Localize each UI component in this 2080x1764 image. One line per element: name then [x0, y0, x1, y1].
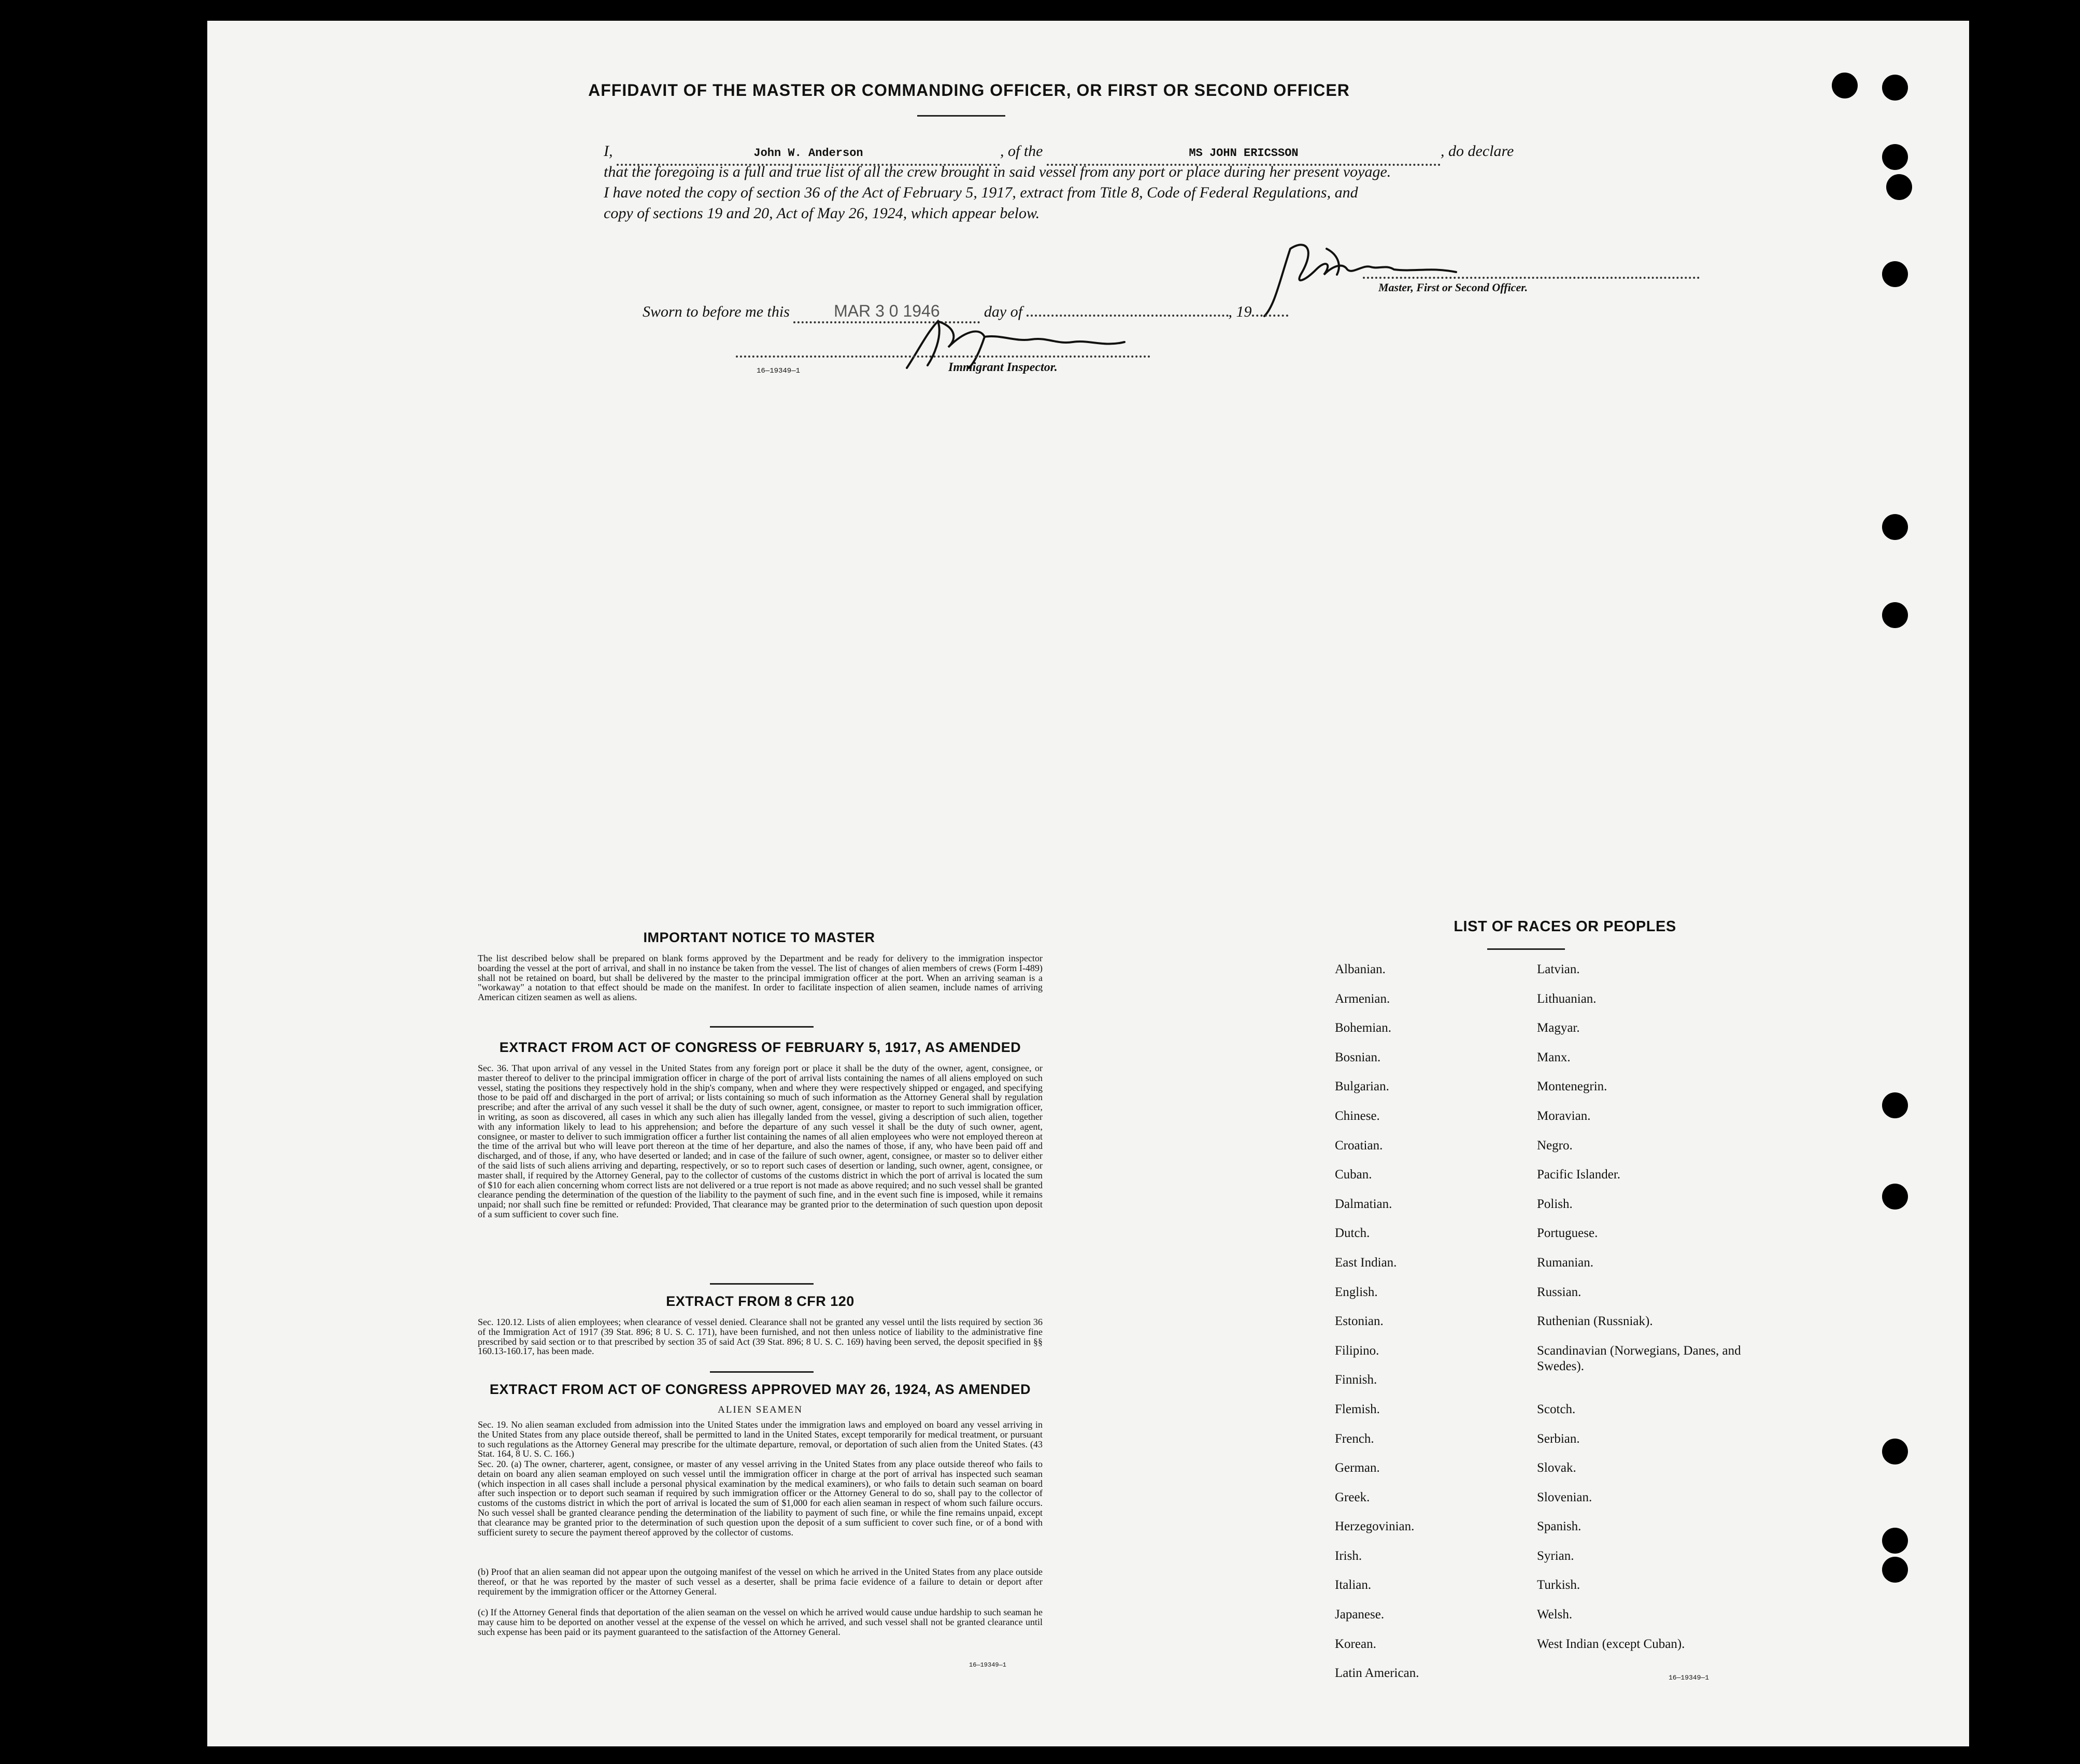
extract-1924-sec20a: Sec. 20. (a) The owner, charterer, agent, consignee, or master of any vessel arriving in the United States from any place outside thereof who fails to detain on board any alien seaman employed on such vessel until the immigration officer in charge at the port of arrival has inspected such seaman (which inspection in all cases shall include a personal physical examination by the medical examiners), or who fails to detain such seaman on board after such inspection or to deport such seaman if required by such immigration officer or the Attorney General to do so, shall pay to the collector of customs of the customs district in which the port of arrival is located the sum of $1,000 for each alien seaman in respect of whom such failure occurs. No such vessel shall be granted clearance pending the determination of the liability to payment of such fine, or while the fine remains unpaid, except that clearance may be granted prior to the determination of such question upon the deposit of a sum sufficient to cover such fine, or of a bond with sufficient surety to secure the payment thereof approved by the collector of customs. [478, 1459, 1043, 1538]
race-item: Latin American. [1335, 1666, 1419, 1681]
races-divider [1487, 948, 1565, 950]
race-item: English. [1335, 1285, 1378, 1299]
punch-hole [1886, 174, 1912, 200]
punch-hole [1882, 144, 1908, 170]
race-item: Spanish. [1537, 1519, 1582, 1534]
punch-hole [1882, 75, 1908, 101]
master-caption: Master, First or Second Officer. [1378, 281, 1528, 294]
master-name-field: John W. Anderson [617, 143, 1000, 166]
race-item: Italian. [1335, 1578, 1372, 1592]
punch-hole [1882, 1439, 1908, 1464]
inspector-caption: Immigrant Inspector. [948, 361, 1058, 374]
race-item: Croatian. [1335, 1138, 1383, 1153]
extract-form-number: 16—19349—1 [969, 1661, 1007, 1669]
race-item: West Indian (except Cuban). [1537, 1637, 1685, 1651]
race-item: Latvian. [1537, 962, 1580, 976]
extract-1917-title: EXTRACT FROM ACT OF CONGRESS OF FEBRUARY 5, 1917, AS AMENDED [499, 1040, 1021, 1055]
race-item: Armenian. [1335, 991, 1390, 1006]
race-item: Turkish. [1537, 1578, 1580, 1592]
race-item: Bulgarian. [1335, 1079, 1389, 1094]
race-item: Bosnian. [1335, 1050, 1381, 1064]
master-signature [1259, 218, 1549, 321]
race-item: Slovak. [1537, 1461, 1576, 1475]
race-item: Ruthenian (Russniak). [1537, 1314, 1653, 1329]
extract-1917-text: Sec. 36. That upon arrival of any vessel in the United States from any foreign port or place it shall be the duty of the owner, agent, consignee, or master thereof to deliver to the principal immigration officer in charge of the port of arrival lists containing the names of all aliens employed on such vessel, stating the positions they respectively hold in the ship's company, when and where they were respectively shipped or engaged, and specifying those to be paid off and discharged in the port of arrival; or lists containing so much of such information as the Attorney General shall by regulation prescribe; and after the arrival of any such vessel it shall be the duty of such owner, agent, consignee, or master to report to such immigration officer, in writing, as soon as discovered, all cases in which any such alien has illegally landed from the vessel, giving a description of such alien, together with any information likely to lead to his apprehension; and before the departure of any such vessel it shall be the duty of such owner, agent, consignee, or master to deliver to such immigration officer a further list containing the names of all alien employees who were not employed thereon at the time of the arrival but who will leave port thereon at the time of her departure, and also the names of those, if any, who have been paid off and discharged, and of those, if any, who have deserted or landed; and in case of the failure of such owner, agent, consignee, or master so to deliver either of the said lists of such aliens arriving and departing, respectively, or so to report such cases of desertion or landing, such owner, agent, consignee, or master shall, if required by the Attorney General, pay to the collector of customs of the customs district in which the port of arrival is located the sum of $10 for each alien concerning whom correct lists are not delivered or a true report is not made as above required; and no such vessel shall be granted clearance pending the determination of the question of the liability to the payment of such fine, and in the event such fine is imposed, while it remains unpaid; nor shall such fine be remitted or refunded: Provided, That clearance may be granted prior to the determination of such question upon deposit of a sum sufficient to cover such fine. [478, 1063, 1043, 1219]
race-item: Dalmatian. [1335, 1197, 1392, 1211]
race-item: Albanian. [1335, 962, 1386, 976]
sworn-prefix: Sworn to before me this [643, 303, 790, 320]
affidavit-i: I, [604, 143, 613, 160]
races-title: LIST OF RACES OR PEOPLES [1454, 918, 1676, 935]
punch-hole [1882, 1528, 1908, 1554]
race-item: Cuban. [1335, 1168, 1372, 1182]
extract-cfr-title: EXTRACT FROM 8 CFR 120 [666, 1293, 854, 1309]
race-item: Negro. [1537, 1138, 1573, 1153]
race-item: Montenegrin. [1537, 1079, 1607, 1094]
punch-hole [1882, 602, 1908, 628]
punch-hole [1882, 514, 1908, 540]
race-item: Lithuanian. [1537, 991, 1597, 1006]
inspector-signature-line [736, 355, 1150, 358]
race-item: Russian. [1537, 1285, 1582, 1299]
master-signature-line [1363, 277, 1700, 279]
punch-hole [1882, 1557, 1908, 1583]
race-item: Scotch. [1537, 1402, 1576, 1416]
extract-cfr-divider [710, 1371, 814, 1373]
day-of-label: day of [984, 303, 1023, 320]
race-item: Slovenian. [1537, 1490, 1592, 1504]
notice-text: The list described below shall be prepared on blank forms approved by the Department and be ready for delivery to the immigration inspector boarding the vessel at the port of arrival, and shall in no instance be taken from the vessel. The list of changes of alien members of crews (Form I-489) shall not be retained on board, but shall be delivered by the master to the principal immigration officer at the port. When an arriving seaman is a "workaway" a notation to that effect should be made on the manifest. In order to facilitate inspection of alien seamen, include names of arriving American citizen seamen as well as aliens. [478, 953, 1043, 1003]
race-item: Magyar. [1537, 1021, 1580, 1035]
races-right-column [1537, 962, 1755, 1695]
race-item: Welsh. [1537, 1607, 1573, 1622]
punch-hole [1832, 73, 1858, 98]
year-field [1252, 315, 1288, 317]
race-item: Rumanian. [1537, 1255, 1594, 1270]
race-item: Dutch. [1335, 1226, 1370, 1241]
affidavit-line-3: I have noted the copy of section 36 of the Act of February 5, 1917, extract from Title 8, Code of Federal Regulations, and [604, 184, 1358, 201]
extract-1924-sec19: Sec. 19. No alien seaman excluded from admission into the United States under the immigration laws and employed on board any vessel arriving in the United States from any place outside thereof, shall be permitted to land in the United States, except temporarily for medical treatment, or pursuant to such regulations as the Attorney General may prescribe for the ultimate departure, removal, or deportation of such alien from the United States. (43 Stat. 164, 8 U. S. C. 166.) [478, 1419, 1043, 1459]
sworn-date-stamp: MAR 3 0 1946 [793, 301, 980, 323]
punch-hole [1882, 261, 1908, 287]
race-item: Moravian. [1537, 1108, 1591, 1123]
races-left-column [1335, 962, 1511, 1695]
race-item [1537, 1372, 1755, 1402]
affidavit-title: AFFIDAVIT OF THE MASTER OR COMMANDING OFFICER, OR FIRST OR SECOND OFFICER [588, 81, 1350, 99]
extract-1917-divider [710, 1283, 814, 1285]
race-item: Herzegovinian. [1335, 1519, 1415, 1534]
race-item: Filipino. [1335, 1343, 1379, 1358]
alien-seamen-subtitle: ALIEN SEAMEN [718, 1404, 803, 1415]
notice-title: IMPORTANT NOTICE TO MASTER [643, 930, 875, 945]
race-item: East Indian. [1335, 1255, 1397, 1270]
race-item: Chinese. [1335, 1108, 1380, 1123]
race-item: Serbian. [1537, 1431, 1580, 1446]
extract-1924-title: EXTRACT FROM ACT OF CONGRESS APPROVED MAY 26, 1924, AS AMENDED [489, 1382, 1031, 1397]
race-item [1537, 1666, 1755, 1695]
year-prefix: , 19 [1228, 303, 1252, 320]
race-item: Finnish. [1335, 1373, 1377, 1387]
race-item: Korean. [1335, 1637, 1376, 1651]
race-item: Pacific Islander. [1537, 1168, 1621, 1182]
title-divider [917, 115, 1005, 117]
extract-1924-sec20b: (b) Proof that an alien seaman did not appear upon the outgoing manifest of the vessel on which he arrived in the United States from any place outside thereof, or that he was reported by the master of such vessel as a deserter, shall be prima facie evidence of a failure to detain or deport after requirement by the immigration officer or the Attorney General. [478, 1567, 1043, 1597]
race-item: French. [1335, 1431, 1374, 1446]
race-item: Japanese. [1335, 1607, 1385, 1622]
punch-hole [1882, 1092, 1908, 1118]
race-item: Manx. [1537, 1050, 1571, 1064]
notice-divider [710, 1026, 814, 1028]
race-item: Irish. [1335, 1548, 1362, 1563]
extract-1924-sec20c: (c) If the Attorney General finds that deportation of the alien seaman on the vessel on which he arrived would cause undue hardship to such seaman he may cause him to be deported on another vessel at the expense of the vessel on which he arrived, and such vessel shall not be granted clearance until such expense has been paid or its payment guaranteed to the satisfaction of the Attorney General. [478, 1607, 1043, 1637]
document-page [207, 21, 1969, 1746]
race-item: Syrian. [1537, 1548, 1574, 1563]
race-item: Greek. [1335, 1490, 1370, 1504]
punch-hole [1882, 1184, 1908, 1210]
race-item: Portuguese. [1537, 1226, 1598, 1241]
races-form-number: 16—19349—1 [1669, 1674, 1709, 1682]
extract-cfr-text: Sec. 120.12. Lists of alien employees; when clearance of vessel denied. Clearance shall not be granted any vessel until the lists required by section 36 of the Immigration Act of 1917 (39 Stat. 896; 8 U. S. C. 171), have been furnished, and not then unless notice of liability to the administrative fine prescribed by said section or to that prescribed by section 35 of said Act (39 Stat. 896; 8 U. S. C. 169) having been served, the deposit specified in §§ 160.13-160.17, has been made. [478, 1317, 1043, 1357]
affidavit-do-declare: , do declare [1441, 143, 1514, 160]
affidavit-form-number: 16—19349—1 [757, 367, 801, 375]
vessel-name-field: MS JOHN ERICSSON [1047, 143, 1441, 166]
race-item: Scandinavian (Norwegians, Danes, and Swedes). [1537, 1343, 1741, 1373]
affidavit-of-the: , of the [1000, 143, 1043, 160]
race-item: Bohemian. [1335, 1021, 1392, 1035]
affidavit-line-4: copy of sections 19 and 20, Act of May 26, 1924, which appear below. [604, 205, 1040, 222]
affidavit-line-2: that the foregoing is a full and true list of all the crew brought in said vessel from any port or place during her present voyage. [604, 163, 1391, 180]
race-item: Flemish. [1335, 1402, 1380, 1416]
race-item: Polish. [1537, 1197, 1573, 1211]
race-item: German. [1335, 1461, 1380, 1475]
race-item: Estonian. [1335, 1314, 1384, 1329]
